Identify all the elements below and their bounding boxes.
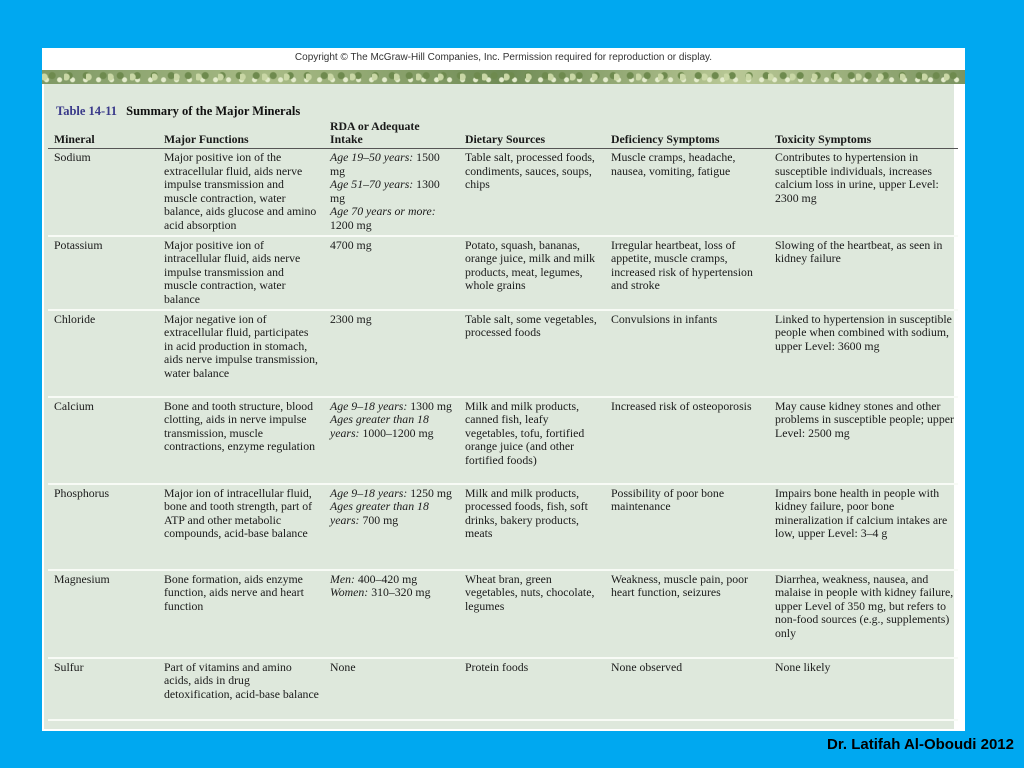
table-row <box>48 658 958 720</box>
cell-dietary-sources: Table salt, some vegetables, processed foods <box>459 310 605 397</box>
rda-entry <box>330 151 455 178</box>
table-body <box>48 149 958 720</box>
table-row <box>48 236 958 310</box>
rda-group-label: Age 70 years or more: <box>330 204 436 219</box>
textbook-table-image <box>42 48 965 731</box>
table-row <box>48 310 958 397</box>
rda-value: 1250 mg <box>410 485 452 500</box>
rda-entry <box>330 239 455 253</box>
rda-value: None <box>330 659 356 674</box>
table-row <box>48 570 958 658</box>
cell-toxicity-symptoms: Linked to hypertension in susceptible people when combined with sodium, upper Level: 3600 mg <box>769 310 958 397</box>
rda-value: 700 mg <box>362 512 399 527</box>
cell-rda <box>324 570 459 658</box>
rda-group-label: Women: <box>330 585 369 600</box>
cell-deficiency-symptoms: Possibility of poor bone maintenance <box>605 484 769 570</box>
cell-dietary-sources: Wheat bran, green vegetables, nuts, chocolate, legumes <box>459 570 605 658</box>
rda-entry <box>330 573 455 587</box>
header-rda: RDA or Adequate Intake <box>324 116 459 149</box>
rda-entry <box>330 661 455 675</box>
rda-group-label: Age 19–50 years: <box>330 150 414 164</box>
rda-entry <box>330 178 455 205</box>
rda-group-label: Ages greater than 18 years: <box>330 499 429 527</box>
rda-value: 1000–1200 mg <box>362 425 434 440</box>
cell-rda <box>324 236 459 310</box>
cell-deficiency-symptoms: Irregular heartbeat, loss of appetite, muscle cramps, increased risk of hypertension and stroke <box>605 236 769 310</box>
author-credit: Dr. Latifah Al-Oboudi 2012 <box>827 736 1014 753</box>
rda-group-label: Age 9–18 years: <box>330 398 408 413</box>
table-header-row <box>48 116 958 149</box>
cell-rda <box>324 484 459 570</box>
cell-deficiency-symptoms: Increased risk of osteoporosis <box>605 397 769 484</box>
cell-dietary-sources: Table salt, processed foods, condiments, sauces, soups, chips <box>459 149 605 236</box>
rda-value: 1300 mg <box>410 398 452 413</box>
cell-deficiency-symptoms: Weakness, muscle pain, poor heart function, seizures <box>605 570 769 658</box>
cell-mineral: Magnesium <box>48 570 158 658</box>
cell-dietary-sources: Milk and milk products, canned fish, leafy vegetables, tofu, fortified orange juice (and other fortified foods) <box>459 397 605 484</box>
copyright-notice: Copyright © The McGraw-Hill Companies, Inc. Permission required for reproduction or display. <box>294 52 713 63</box>
rda-value: 1300 mg <box>330 177 440 205</box>
header-toxicity-symptoms: Toxicity Symptoms <box>769 116 958 149</box>
cell-dietary-sources: Milk and milk products, processed foods, fish, soft drinks, bakery products, meats <box>459 484 605 570</box>
header-major-functions: Major Functions <box>158 116 324 149</box>
rda-entry <box>330 413 455 440</box>
rda-group-label: Age 51–70 years: <box>330 177 414 192</box>
header-dietary-sources: Dietary Sources <box>459 116 605 149</box>
cell-major-functions: Part of vitamins and amino acids, aids in drug detoxification, acid-base balance <box>158 658 324 720</box>
table-row <box>48 397 958 484</box>
cell-mineral: Sodium <box>48 149 158 236</box>
cell-toxicity-symptoms: Impairs bone health in people with kidney failure, poor bone mineralization if calcium intakes are low, upper Level: 3–4 g <box>769 484 958 570</box>
cell-major-functions: Major ion of intracellular fluid, bone and tooth strength, part of ATP and other metabolic compounds, acid-base balance <box>158 484 324 570</box>
rda-value: 1500 mg <box>330 150 440 178</box>
cell-deficiency-symptoms: None observed <box>605 658 769 720</box>
decorative-banner <box>42 70 965 84</box>
cell-major-functions: Major positive ion of the extracellular fluid, aids nerve impulse transmission and muscle contraction, water balance, aids glucose and amino acid absorption <box>158 149 324 236</box>
cell-rda <box>324 397 459 484</box>
cell-toxicity-symptoms: May cause kidney stones and other problems in susceptible people; upper Level: 2500 mg <box>769 397 958 484</box>
cell-major-functions: Major negative ion of extracellular fluid, participates in acid production in stomach, aids nerve impulse transmission, water balance <box>158 310 324 397</box>
cell-mineral: Potassium <box>48 236 158 310</box>
rda-value: 2300 mg <box>330 311 372 326</box>
cell-major-functions: Bone and tooth structure, blood clotting, aids in nerve impulse transmission, muscle contractions, enzyme regulation <box>158 397 324 484</box>
cell-toxicity-symptoms: Contributes to hypertension in susceptible individuals, increases calcium loss in urine, upper Level: 2300 mg <box>769 149 958 236</box>
cell-rda <box>324 310 459 397</box>
minerals-table <box>48 116 958 721</box>
cell-dietary-sources: Protein foods <box>459 658 605 720</box>
rda-entry <box>330 586 455 600</box>
rda-entry <box>330 487 455 501</box>
cell-mineral: Calcium <box>48 397 158 484</box>
rda-group-label: Ages greater than 18 years: <box>330 412 429 440</box>
cell-rda <box>324 658 459 720</box>
rda-value: 1200 mg <box>330 217 372 232</box>
cell-mineral: Sulfur <box>48 658 158 720</box>
cell-major-functions: Bone formation, aids enzyme function, aids nerve and heart function <box>158 570 324 658</box>
rda-entry <box>330 313 455 327</box>
cell-dietary-sources: Potato, squash, bananas, orange juice, milk and milk products, meat, legumes, whole grains <box>459 236 605 310</box>
table-title: Summary of the Major Minerals <box>126 104 301 118</box>
cell-mineral: Phosphorus <box>48 484 158 570</box>
cell-major-functions: Major positive ion of intracellular fluid, aids nerve impulse transmission and muscle contraction, water balance <box>158 236 324 310</box>
cell-toxicity-symptoms: None likely <box>769 658 958 720</box>
rda-value: 310–320 mg <box>371 585 431 600</box>
cell-rda <box>324 149 459 236</box>
header-mineral: Mineral <box>48 116 158 149</box>
rda-entry <box>330 500 455 527</box>
table-number: Table 14-11 <box>56 104 118 118</box>
rda-group-label: Men: <box>330 571 355 586</box>
cell-deficiency-symptoms: Muscle cramps, headache, nausea, vomiting, fatigue <box>605 149 769 236</box>
table-row <box>48 149 958 236</box>
cell-toxicity-symptoms: Diarrhea, weakness, nausea, and malaise in people with kidney failure, upper Level of 350 mg, but refers to non-food sources (e.g., supplements) only <box>769 570 958 658</box>
rda-entry <box>330 400 455 414</box>
cell-deficiency-symptoms: Convulsions in infants <box>605 310 769 397</box>
rda-entry <box>330 205 455 232</box>
table-row <box>48 484 958 570</box>
rda-value: 400–420 mg <box>357 571 418 586</box>
cell-mineral: Chloride <box>48 310 158 397</box>
cell-toxicity-symptoms: Slowing of the heartbeat, as seen in kidney failure <box>769 236 958 310</box>
header-deficiency-symptoms: Deficiency Symptoms <box>605 116 769 149</box>
rda-value: 4700 mg <box>330 237 372 252</box>
rda-group-label: Age 9–18 years: <box>330 485 408 500</box>
